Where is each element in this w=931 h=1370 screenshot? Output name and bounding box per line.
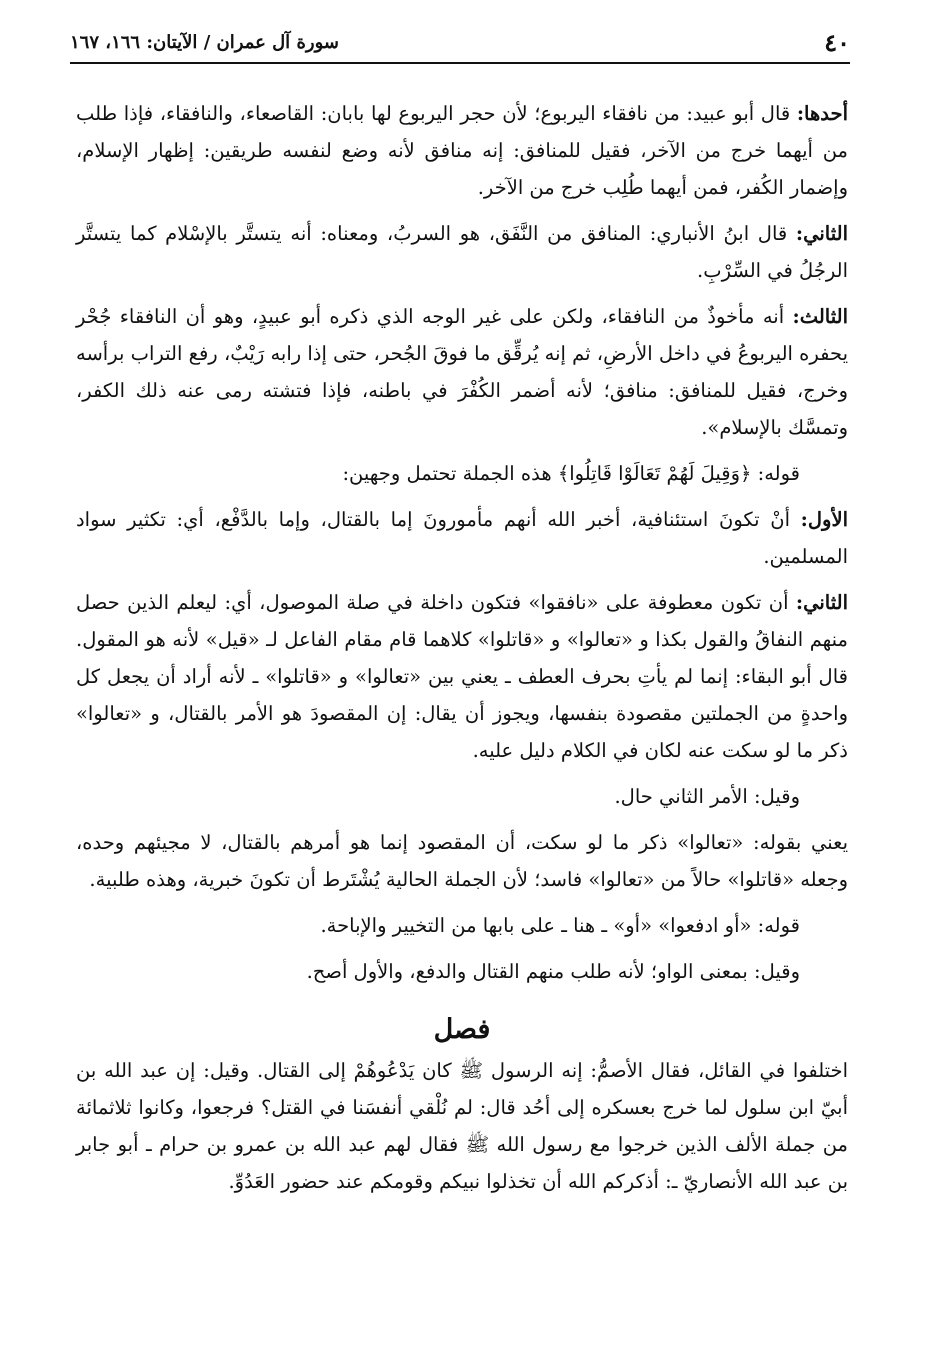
- paragraph-6: [76, 584, 848, 769]
- paragraph-text: أن تكون معطوفة على «نافقوا» فتكون داخلة في صلة الموصول، أي: ليعلم الذين حصل منهم النفاقُ والقول بكذا و «تعالوا» و «قاتلوا» كلاهما قام مقام الفاعل لـ «قيل» لأنه هو المقول. قال أبو البقاء: إنما لم يأتِ بحرف العطف ـ يعني بين «تعالوا» و «قاتلوا» ـ لأنه أراد أن يجعل كل واحدةٍ من الجملتين مقصودة بنفسها، ويجوز أن يقال: إن المقصودَ هو الأمر بالقتال، و «تعالوا» ذكر ما لو سكت عنه لكان في الكلام دليل عليه.: [76, 591, 848, 762]
- paragraph-lead: الثالث:: [792, 305, 848, 328]
- page-body: [76, 95, 848, 1209]
- paragraph-lead: الأول:: [800, 508, 848, 531]
- page-header: [70, 28, 850, 62]
- section-title: فصل: [433, 1014, 491, 1045]
- paragraph-10: [76, 953, 848, 990]
- page-number: ٤٠: [824, 28, 850, 57]
- paragraph-8: [76, 824, 848, 898]
- paragraph-text: قال أبو عبيد: من نافقاء اليربوع؛ لأن حجر اليربوع لها بابان: القاصعاء، والنافقاء، فإذا طلب من أيهما خرج من الآخر، فقيل للمنافق: إنه منافق لأنه وضع لنفسه طريقين: إظهار الإسلام، وإضمار الكُفر، فمن أيهما طُلِب خرج من الآخر.: [76, 102, 848, 199]
- paragraph-text: قوله: «أو ادفعوا» «أو» ـ هنا ـ على بابها من التخيير والإباحة.: [320, 914, 800, 937]
- paragraph-text: وقيل: بمعنى الواو؛ لأنه طلب منهم القتال والدفع، والأول أصح.: [306, 960, 800, 983]
- paragraph-lead: أحدها:: [796, 102, 848, 125]
- paragraph-text: يعني بقوله: «تعالوا» ذكر ما لو سكت، أن المقصود إنما هو أمرهم بالقتال، لا مجيئهم وحده، وجعله «قاتلوا» حالاً من «تعالوا» فاسد؛ لأن الجملة الحالية يُشْتَرط أن تكونَ خبرية، وهذه طلبية.: [76, 831, 848, 891]
- paragraph-lead: الثاني:: [795, 591, 848, 614]
- section-paragraph: اختلفوا في القائل، فقال الأصمُّ: إنه الرسول ﷺ كان يَدْعُوهُمْ إلى القتال. وقيل: إن عبد الله بن أبيّ ابن سلول لما خرج بعسكره إلى أحُد قال: لم نُلْقي أنفسَنا في القتل؟ فرجعوا، وكانوا ثلاثمائة من جملة الألف الذين خرجوا مع رسول الله ﷺ فقال لهم عبد الله بن عمرو بن حرام ـ أبو جابر بن عبد الله الأنصاريّ ـ: أذكركم الله أن تخذلوا نبيكم وقومكم عند حضور العَدُوِّ.: [76, 1059, 848, 1193]
- paragraph-text: قال ابنُ الأنباري: المنافق من النَّفَق، هو السربُ، ومعناه: أنه يتستَّر بالإسْلام كما يتستَّر الرجُلُ في السِّرْبِ.: [76, 222, 848, 282]
- paragraph-lead: الثاني:: [795, 222, 848, 245]
- paragraph-5: [76, 501, 848, 575]
- paragraph-text: أنْ تكونَ استئنافية، أخبر الله أنهم مأمورونَ إما بالقتال، وإما بالدَّفْع، أي: تكثير سواد المسلمين.: [76, 508, 848, 568]
- paragraph-text: أنه مأخوذٌ من النافقاء، ولكن على غير الوجه الذي ذكره أبو عبيدٍ، وهو أن النافقاء جُحْر يحفره اليربوعُ في داخل الأرضِ، ثم إنه يُرقِّق ما فوقَ الجُحر، حتى إذا رابه رَيْبٌ، رفع التراب برأسه وخرج، فقيل للمنافق: منافق؛ لأنه أضمر الكُفْرَ في باطنه، فإذا فتشته رمى عنه ذلك الكفر، وتمسَّك بالإسلام».: [76, 305, 848, 439]
- paragraph-7: [76, 778, 848, 815]
- paragraph-9: [76, 907, 848, 944]
- paragraph-2: [76, 215, 848, 289]
- paragraph-text: قوله: ﴿وَقِيلَ لَهُمْ تَعَالَوْا قَاتِلُوا﴾ هذه الجملة تحتمل وجهين:: [342, 462, 800, 485]
- paragraph-4: [76, 455, 848, 492]
- paragraph-3: [76, 298, 848, 446]
- paragraph-text: وقيل: الأمر الثاني حال.: [614, 785, 800, 808]
- running-title: سورة آل عمران / الآيتان: ١٦٦، ١٦٧: [70, 32, 339, 53]
- paragraph-1: [76, 95, 848, 206]
- header-rule: [70, 62, 850, 64]
